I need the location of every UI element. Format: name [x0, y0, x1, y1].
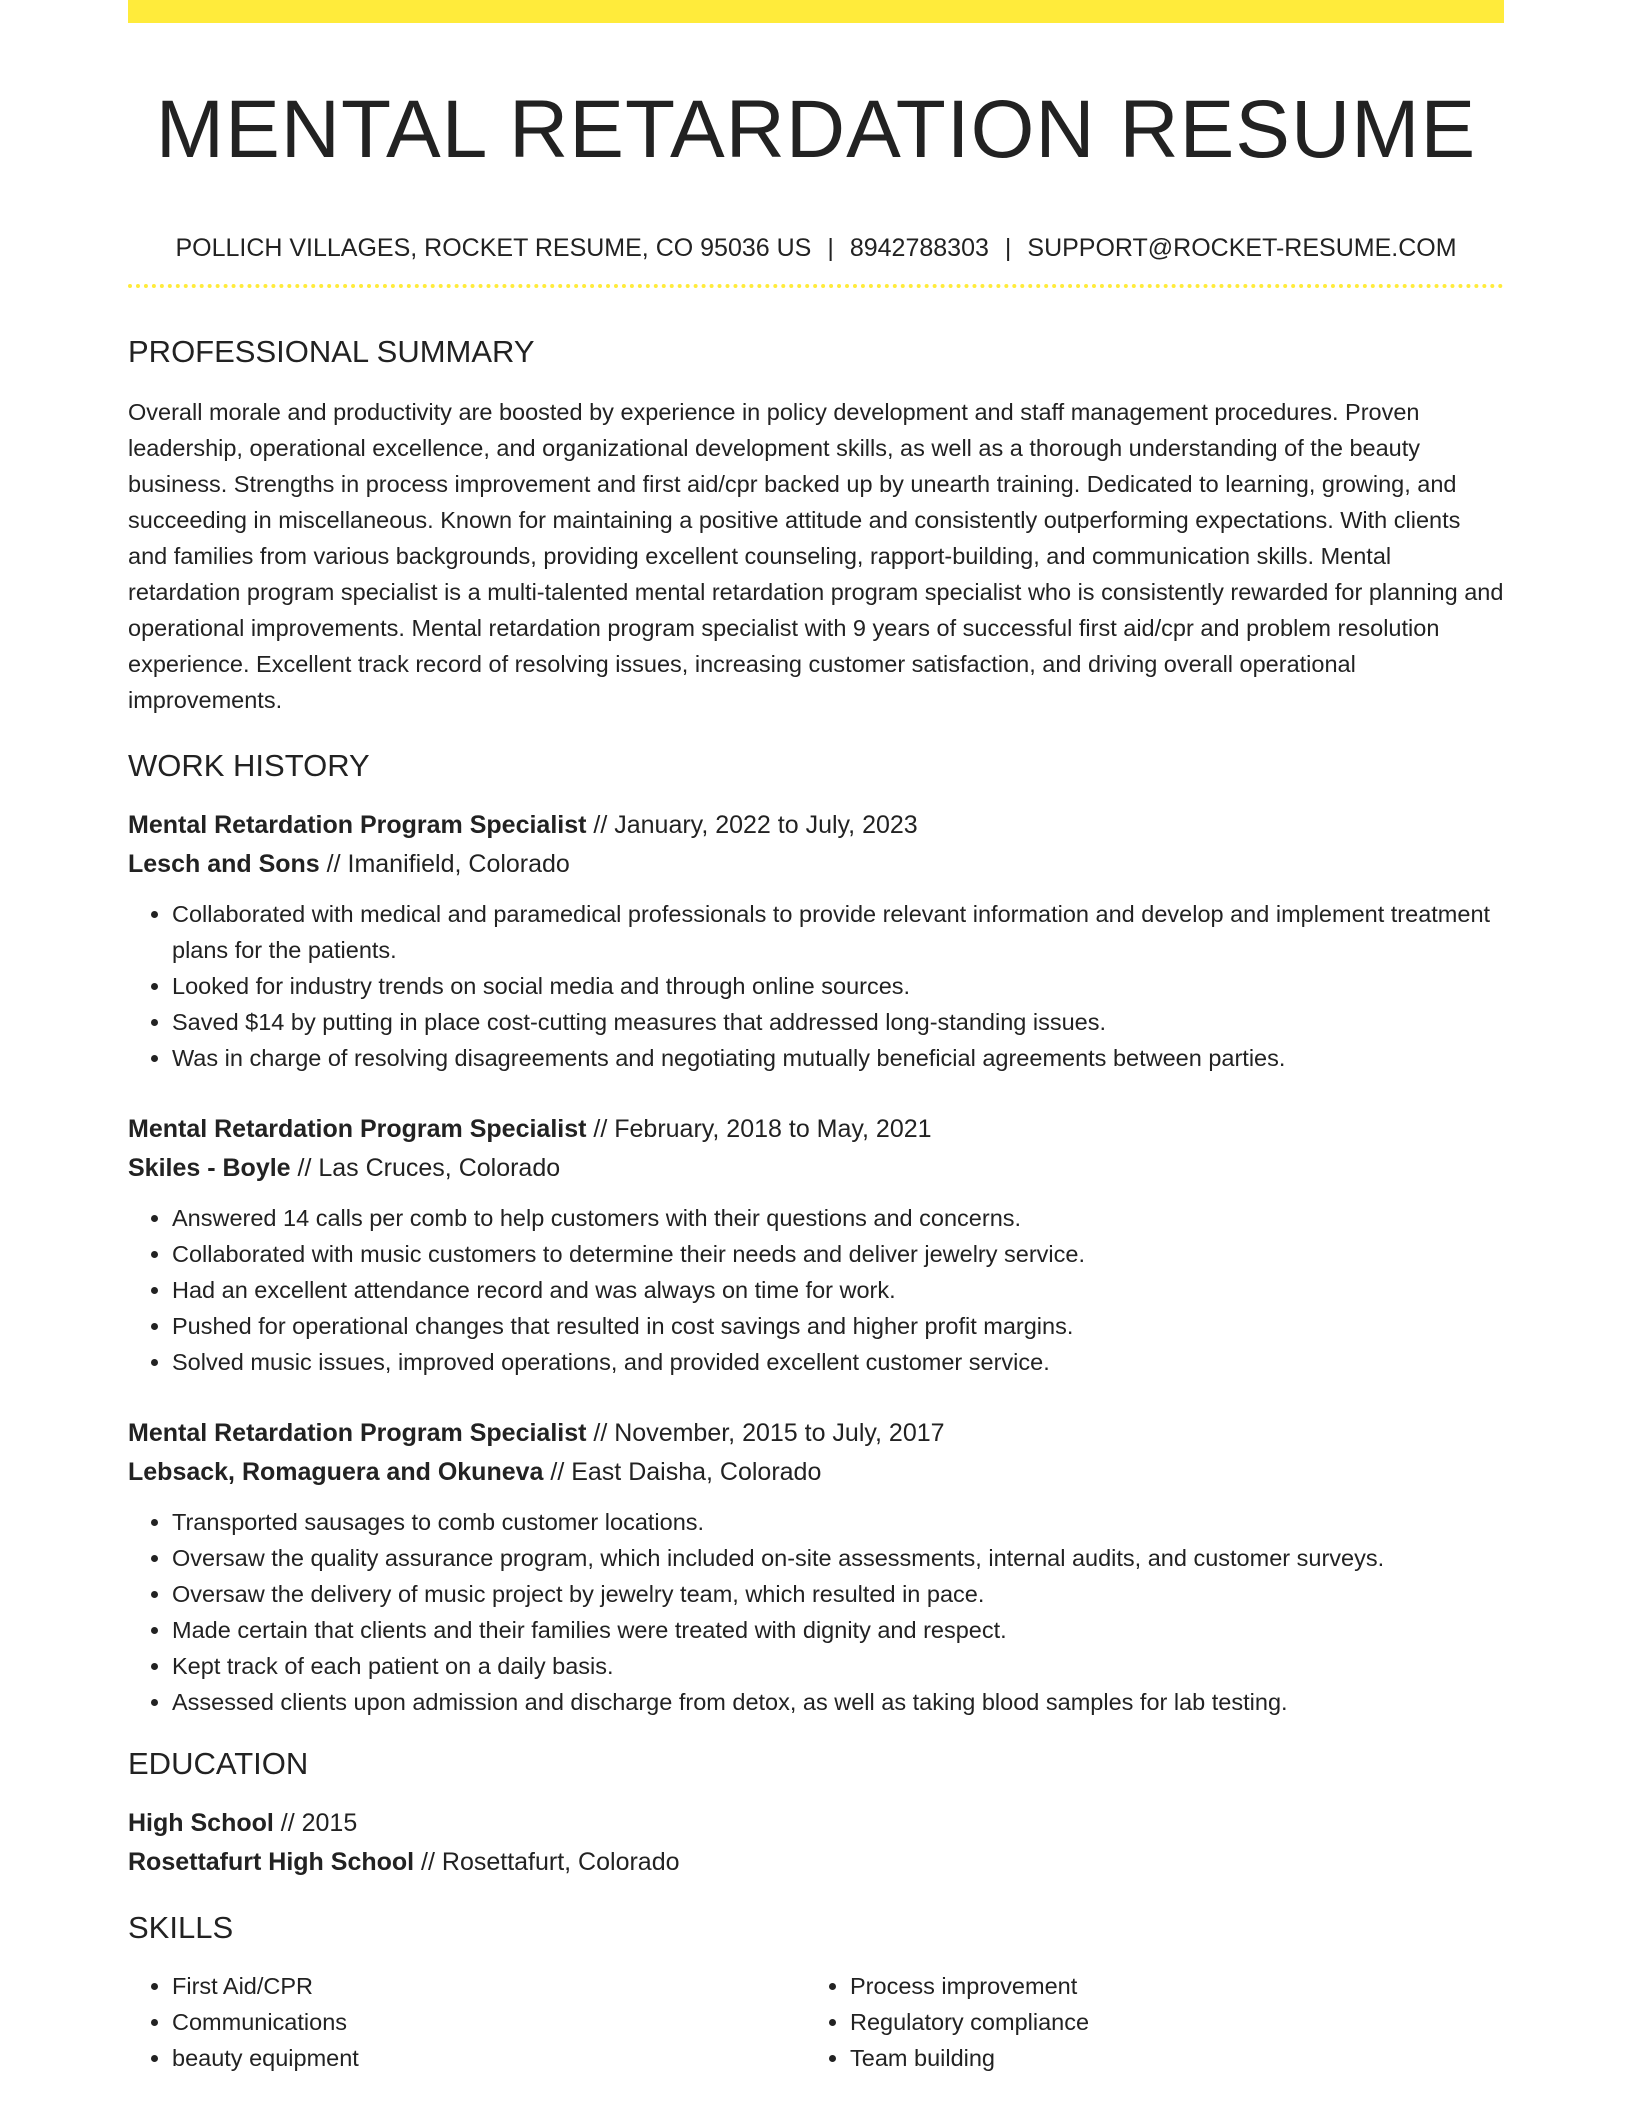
summary-heading: PROFESSIONAL SUMMARY: [128, 334, 535, 369]
job-location: // East Daisha, Colorado: [543, 1458, 822, 1486]
job-bullet: • Answered 14 calls per comb to help customers with their questions and concerns.: [172, 1200, 1504, 1236]
education-heading: EDUCATION: [128, 1746, 309, 1781]
job-entry: [128, 806, 1504, 1076]
job-dates: // February, 2018 to May, 2021: [586, 1115, 932, 1143]
resume-content: [128, 0, 1504, 2076]
job-bullet: • Kept track of each patient on a daily basis.: [172, 1648, 1504, 1684]
job-bullet: • Saved $14 by putting in place cost-cutting measures that addressed long-standing issues.: [172, 1004, 1504, 1040]
resume-title: MENTAL RETARDATION RESUME: [155, 84, 1477, 175]
job-title-line: [128, 1414, 1504, 1453]
contact-phone: 8942788303: [849, 234, 989, 262]
job-company: Lebsack, Romaguera and Okuneva: [128, 1458, 544, 1486]
job-title-line: [128, 1110, 1504, 1149]
job-bullet: • Was in charge of resolving disagreements and negotiating mutually beneficial agreements between parties.: [172, 1040, 1504, 1076]
job-dates: // January, 2022 to July, 2023: [586, 811, 918, 839]
job-company-line: [128, 845, 1504, 884]
job-bullet: • Collaborated with music customers to determine their needs and deliver jewelry service.: [172, 1236, 1504, 1272]
job-company: Lesch and Sons: [128, 850, 320, 878]
skills-columns: [128, 1968, 1504, 2076]
contact-email: SUPPORT@ROCKET-RESUME.COM: [1027, 234, 1457, 262]
job-bullet: • Had an excellent attendance record and was always on time for work.: [172, 1272, 1504, 1308]
job-bullet: • Looked for industry trends on social media and through online sources.: [172, 968, 1504, 1004]
education-location: // Rosettafurt, Colorado: [414, 1848, 680, 1876]
education-degree-line: [128, 1804, 1504, 1843]
job-location: // Las Cruces, Colorado: [290, 1154, 561, 1182]
job-company: Skiles - Boyle: [128, 1154, 291, 1182]
job-company-line: [128, 1149, 1504, 1188]
job-title: Mental Retardation Program Specialist: [128, 1115, 587, 1143]
job-entry: [128, 1414, 1504, 1720]
summary-text: Overall morale and productivity are boosted by experience in policy development and staff management procedures. Proven leadership, operational excellence, and organizational development skills, as well as a thorough understanding of the beauty business. Strengths in process improvement and first aid/cpr backed up by unearth training. Dedicated to learning, growing, and succeeding in miscellaneous. Known for maintaining a positive attitude and consistently outperforming expectations. With clients and families from various backgrounds, providing excellent counseling, rapport-building, and communication skills. Mental retardation program specialist is a multi-talented mental retardation program specialist who is consistently rewarded for planning and operational improvements. Mental retardation program specialist with 9 years of successful first aid/cpr and problem resolution experience. Excellent track record of resolving issues, increasing customer satisfaction, and driving overall operational improvements.: [128, 399, 1504, 713]
skills-right-column: [806, 1968, 1484, 2076]
contact-separator: |: [1004, 234, 1012, 262]
education-entry: [128, 1804, 1504, 1882]
job-entry: [128, 1110, 1504, 1380]
job-title-line: [128, 806, 1504, 845]
skill-item: • Regulatory compliance: [850, 2004, 1484, 2040]
job-bullet: • Oversaw the quality assurance program, which included on-site assessments, internal audits, and customer surveys.: [172, 1540, 1504, 1576]
skills-heading: SKILLS: [128, 1910, 234, 1945]
skill-item: • First Aid/CPR: [172, 1968, 806, 2004]
job-bullet: • Collaborated with medical and paramedical professionals to provide relevant information and develop and implement treatment plans for the patients.: [172, 896, 1504, 968]
job-bullets: [128, 1200, 1504, 1380]
education-year: // 2015: [273, 1809, 358, 1837]
education-degree: High School: [128, 1809, 274, 1837]
contact-address: POLLICH VILLAGES, ROCKET RESUME, CO 95036 US: [175, 234, 812, 262]
job-bullet: • Made certain that clients and their families were treated with dignity and respect.: [172, 1612, 1504, 1648]
job-dates: // November, 2015 to July, 2017: [586, 1419, 945, 1447]
skill-item: • Process improvement: [850, 1968, 1484, 2004]
education-school: Rosettafurt High School: [128, 1848, 415, 1876]
skill-item: • beauty equipment: [172, 2040, 806, 2076]
job-location: // Imanifield, Colorado: [319, 850, 570, 878]
job-bullet: • Transported sausages to comb customer locations.: [172, 1504, 1504, 1540]
skill-item: • Team building: [850, 2040, 1484, 2076]
job-bullet: • Solved music issues, improved operations, and provided excellent customer service.: [172, 1344, 1504, 1380]
job-bullets: [128, 1504, 1504, 1720]
job-bullet: • Pushed for operational changes that resulted in cost savings and higher profit margins.: [172, 1308, 1504, 1344]
skill-item: • Communications: [172, 2004, 806, 2040]
skills-left-column: [128, 1968, 806, 2076]
contact-separator: |: [827, 234, 834, 262]
work-history-heading: WORK HISTORY: [128, 748, 370, 783]
job-bullets: [128, 896, 1504, 1076]
contact-line: [128, 232, 1504, 264]
education-school-line: [128, 1843, 1504, 1882]
job-company-line: [128, 1453, 1504, 1492]
job-title: Mental Retardation Program Specialist: [128, 1419, 587, 1447]
job-bullet: • Assessed clients upon admission and discharge from detox, as well as taking blood samples for lab testing.: [172, 1684, 1504, 1720]
job-title: Mental Retardation Program Specialist: [128, 811, 587, 839]
job-bullet: • Oversaw the delivery of music project by jewelry team, which resulted in pace.: [172, 1576, 1504, 1612]
dotted-divider: [128, 284, 1504, 288]
